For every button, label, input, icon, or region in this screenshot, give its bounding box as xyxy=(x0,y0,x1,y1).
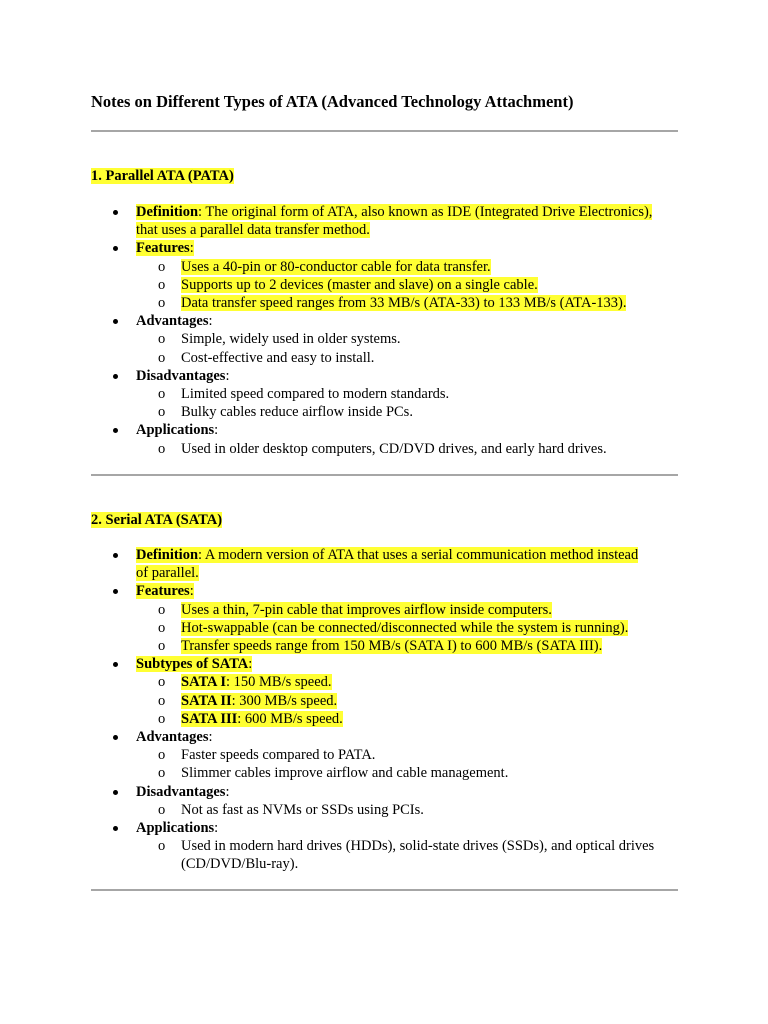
definition-text-cont: that uses a parallel data transfer method. xyxy=(136,222,370,239)
sub-bullet-icon: o xyxy=(158,801,166,818)
applications-sublist xyxy=(136,837,678,873)
sub-bullet-icon: o xyxy=(158,404,166,421)
sub-bullet-icon: o xyxy=(158,440,166,457)
list-item-applications: Applications: o Used in older desktop computers, CD/DVD drives, and early hard drives. xyxy=(91,421,678,457)
list-item-definition xyxy=(91,546,678,582)
horizontal-rule xyxy=(91,889,678,891)
sub-bullet-icon: o xyxy=(158,386,166,403)
features-label: Features xyxy=(136,583,190,600)
sub-list-item: o Hot-swappable (can be connected/disconnected while the system is running). xyxy=(158,619,629,636)
sub-bullet-icon: o xyxy=(158,331,166,348)
sub-list-item: o Slimmer cables improve airflow and cable management. xyxy=(158,765,509,782)
sub-list-item: o Not as fast as NVMs or SSDs using PCIs. xyxy=(158,801,424,818)
advantages-sublist xyxy=(136,330,678,366)
sub-list-item: o Cost-effective and easy to install. xyxy=(158,349,375,366)
document-title: Notes on Different Types of ATA (Advanced Technology Attachment) xyxy=(91,92,574,111)
sub-bullet-icon: o xyxy=(158,258,166,275)
section-heading-text: 1. Parallel ATA (PATA) xyxy=(91,168,234,184)
subtypes-sublist xyxy=(136,673,678,728)
list-item-features: Features: o Uses a thin, 7-pin cable that improves airflow inside computers. o Hot-swappable (can be connected/disconnected while the system is running). o Transfer speeds range from 150 MB/s (SATA I) to 600 MB/s (SATA III). xyxy=(91,582,678,655)
sub-list-item: o SATA III: 600 MB/s speed. xyxy=(158,710,343,727)
advantages-label: Advantages xyxy=(136,729,209,746)
sub-list-item: o Uses a 40-pin or 80-conductor cable for data transfer. xyxy=(158,258,491,275)
advantages-sublist xyxy=(136,746,678,782)
sub-list-item: o Faster speeds compared to PATA. xyxy=(158,747,376,764)
list-item-applications: Applications: o Used in modern hard drives (HDDs), solid-state drives (SSDs), and optical drives (CD/DVD/Blu-ray). xyxy=(91,819,678,874)
applications-label: Applications xyxy=(136,422,215,439)
list-item-advantages: Advantages: o Faster speeds compared to PATA. o Slimmer cables improve airflow and cable management. xyxy=(91,728,678,783)
section-heading-pata xyxy=(91,167,234,185)
sub-bullet-icon: o xyxy=(158,838,166,855)
sub-bullet-icon: o xyxy=(158,765,166,782)
sub-bullet-icon: o xyxy=(158,601,166,618)
list-item-definition xyxy=(91,203,678,239)
sub-bullet-icon: o xyxy=(158,619,166,636)
sub-bullet-icon: o xyxy=(158,276,166,293)
list-item-features: Features: o Uses a 40-pin or 80-conductor cable for data transfer. o Supports up to 2 devices (master and slave) on a single cable. o Data transfer speed ranges from 33 MB/s (ATA-33) to 133 MB/s (ATA-133). xyxy=(91,239,678,312)
pata-list xyxy=(91,203,678,458)
horizontal-rule xyxy=(91,474,678,476)
definition-label: Definition xyxy=(136,547,199,563)
applications-sublist xyxy=(136,440,678,458)
applications-label: Applications xyxy=(136,820,215,837)
sub-list-item: o SATA II: 300 MB/s speed. xyxy=(158,692,338,709)
list-item-disadvantages: Disadvantages: o Limited speed compared to modern standards. o Bulky cables reduce airflow inside PCs. xyxy=(91,367,678,422)
section-heading-text: 2. Serial ATA (SATA) xyxy=(91,512,223,528)
sub-list-item: o Uses a thin, 7-pin cable that improves airflow inside computers. xyxy=(158,601,552,618)
definition-label: Definition xyxy=(136,204,199,220)
sub-list-item: o Simple, widely used in older systems. xyxy=(158,331,401,348)
disadvantages-sublist xyxy=(136,801,678,819)
sub-bullet-icon: o xyxy=(158,692,166,709)
sub-bullet-icon: o xyxy=(158,349,166,366)
advantages-label: Advantages xyxy=(136,313,209,330)
section-heading-sata xyxy=(91,511,222,529)
sub-list-item: o SATA I: 150 MB/s speed. xyxy=(158,674,332,691)
sub-list-item: o Data transfer speed ranges from 33 MB/s (ATA-33) to 133 MB/s (ATA-133). xyxy=(158,295,627,312)
subtypes-label: Subtypes of SATA xyxy=(136,656,249,673)
list-item-subtypes: Subtypes of SATA: o SATA I: 150 MB/s speed. o SATA II: 300 MB/s speed. o SATA III: 600 MB/s speed. xyxy=(91,655,678,728)
sub-list-item: o Used in older desktop computers, CD/DVD drives, and early hard drives. xyxy=(158,440,607,457)
features-sublist xyxy=(136,601,678,656)
sub-bullet-icon: o xyxy=(158,747,166,764)
sub-bullet-icon: o xyxy=(158,674,166,691)
sub-list-item: o Supports up to 2 devices (master and slave) on a single cable. xyxy=(158,276,538,293)
features-sublist xyxy=(136,258,678,313)
disadvantages-label: Disadvantages xyxy=(136,367,226,384)
sata-list xyxy=(91,546,678,874)
disadvantages-label: Disadvantages xyxy=(136,783,226,800)
sub-bullet-icon: o xyxy=(158,638,166,655)
sub-list-item: o Used in modern hard drives (HDDs), solid-state drives (SSDs), and optical drives (CD/DVD/Blu-ray). xyxy=(158,838,655,873)
sub-list-item: o Transfer speeds range from 150 MB/s (SATA I) to 600 MB/s (SATA III). xyxy=(158,638,603,655)
sub-bullet-icon: o xyxy=(158,295,166,312)
horizontal-rule xyxy=(91,130,678,132)
definition-text-cont: of parallel. xyxy=(136,565,199,582)
disadvantages-sublist xyxy=(136,385,678,421)
definition-text: : A modern version of ATA that uses a serial communication method instead xyxy=(198,547,639,563)
list-item-advantages: Advantages: o Simple, widely used in older systems. o Cost-effective and easy to install. xyxy=(91,312,678,367)
list-item-disadvantages: Disadvantages: o Not as fast as NVMs or SSDs using PCIs. xyxy=(91,783,678,819)
definition-text: : The original form of ATA, also known as IDE (Integrated Drive Electronics), xyxy=(198,204,653,220)
sub-bullet-icon: o xyxy=(158,710,166,727)
sub-list-item: o Bulky cables reduce airflow inside PCs. xyxy=(158,404,413,421)
features-label: Features xyxy=(136,240,190,257)
sub-list-item: o Limited speed compared to modern standards. xyxy=(158,386,450,403)
